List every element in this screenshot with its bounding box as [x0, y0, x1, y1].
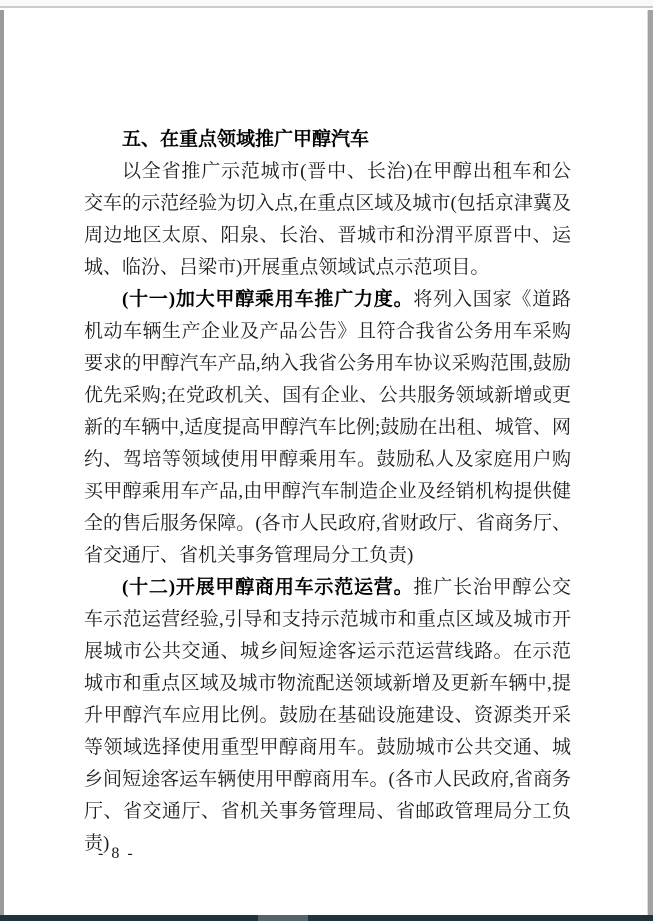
viewer-top-edge: [0, 0, 653, 8]
scrollbar-thumb[interactable]: [258, 915, 308, 921]
body-paragraph: [84, 572, 571, 860]
body-paragraph: [84, 284, 571, 572]
paragraph-text: 将列入国家《道路机动车辆生产企业及产品公告》且符合我省公务用车采购要求的甲醇汽车产品,纳入我省公务用车协议采购范围,鼓励优先采购;在党政机关、国有企业、公共服务领域新增或更新的车辆中,适度提高甲醇汽车比例;鼓励在出租、城管、网约、驾培等领域使用甲醇乘用车。鼓励私人及家庭用户购买甲醇乘用车产品,由甲醇汽车制造企业及经销机构提供健全的售后服务保障。(各市人民政府,省财政厅、省商务厅、省交通厅、省机关事务管理局分工负责): [84, 289, 571, 566]
body-paragraph: [84, 156, 571, 284]
section-heading: 五、在重点领域推广甲醇汽车: [122, 129, 370, 150]
document-page: [84, 124, 571, 860]
page-number: - 8 -: [98, 845, 135, 862]
viewer-right-edge: [647, 10, 653, 915]
horizontal-scrollbar[interactable]: [0, 915, 653, 921]
paragraph-text: 以全省推广示范城市(晋中、长治)在甲醇出租车和公交车的示范经验为切入点,在重点区域及城市(包括京津冀及周边地区太原、阳泉、长治、晋城市和汾渭平原晋中、运城、临汾、吕梁市)开展重点领域试点示范项目。: [84, 161, 571, 278]
paragraph-lead: (十二)开展甲醇商用车示范运营。: [122, 577, 414, 598]
paragraph-text: 推广长治甲醇公交车示范运营经验,引导和支持示范城市和重点区域及城市开展城市公共交通、城乡间短途客运示范运营线路。在示范城市和重点区域及城市物流配送领域新增及更新车辆中,提升甲醇汽车应用比例。鼓励在基础设施建设、资源类开采等领域选择使用重型甲醇商用车。鼓励城市公共交通、城乡间短途客运车辆使用甲醇商用车。(各市人民政府,省商务厅、省交通厅、省机关事务管理局、省邮政管理局分工负责): [84, 577, 571, 854]
viewer-left-edge: [0, 10, 4, 915]
paragraph-lead: (十一)加大甲醇乘用车推广力度。: [122, 289, 414, 310]
